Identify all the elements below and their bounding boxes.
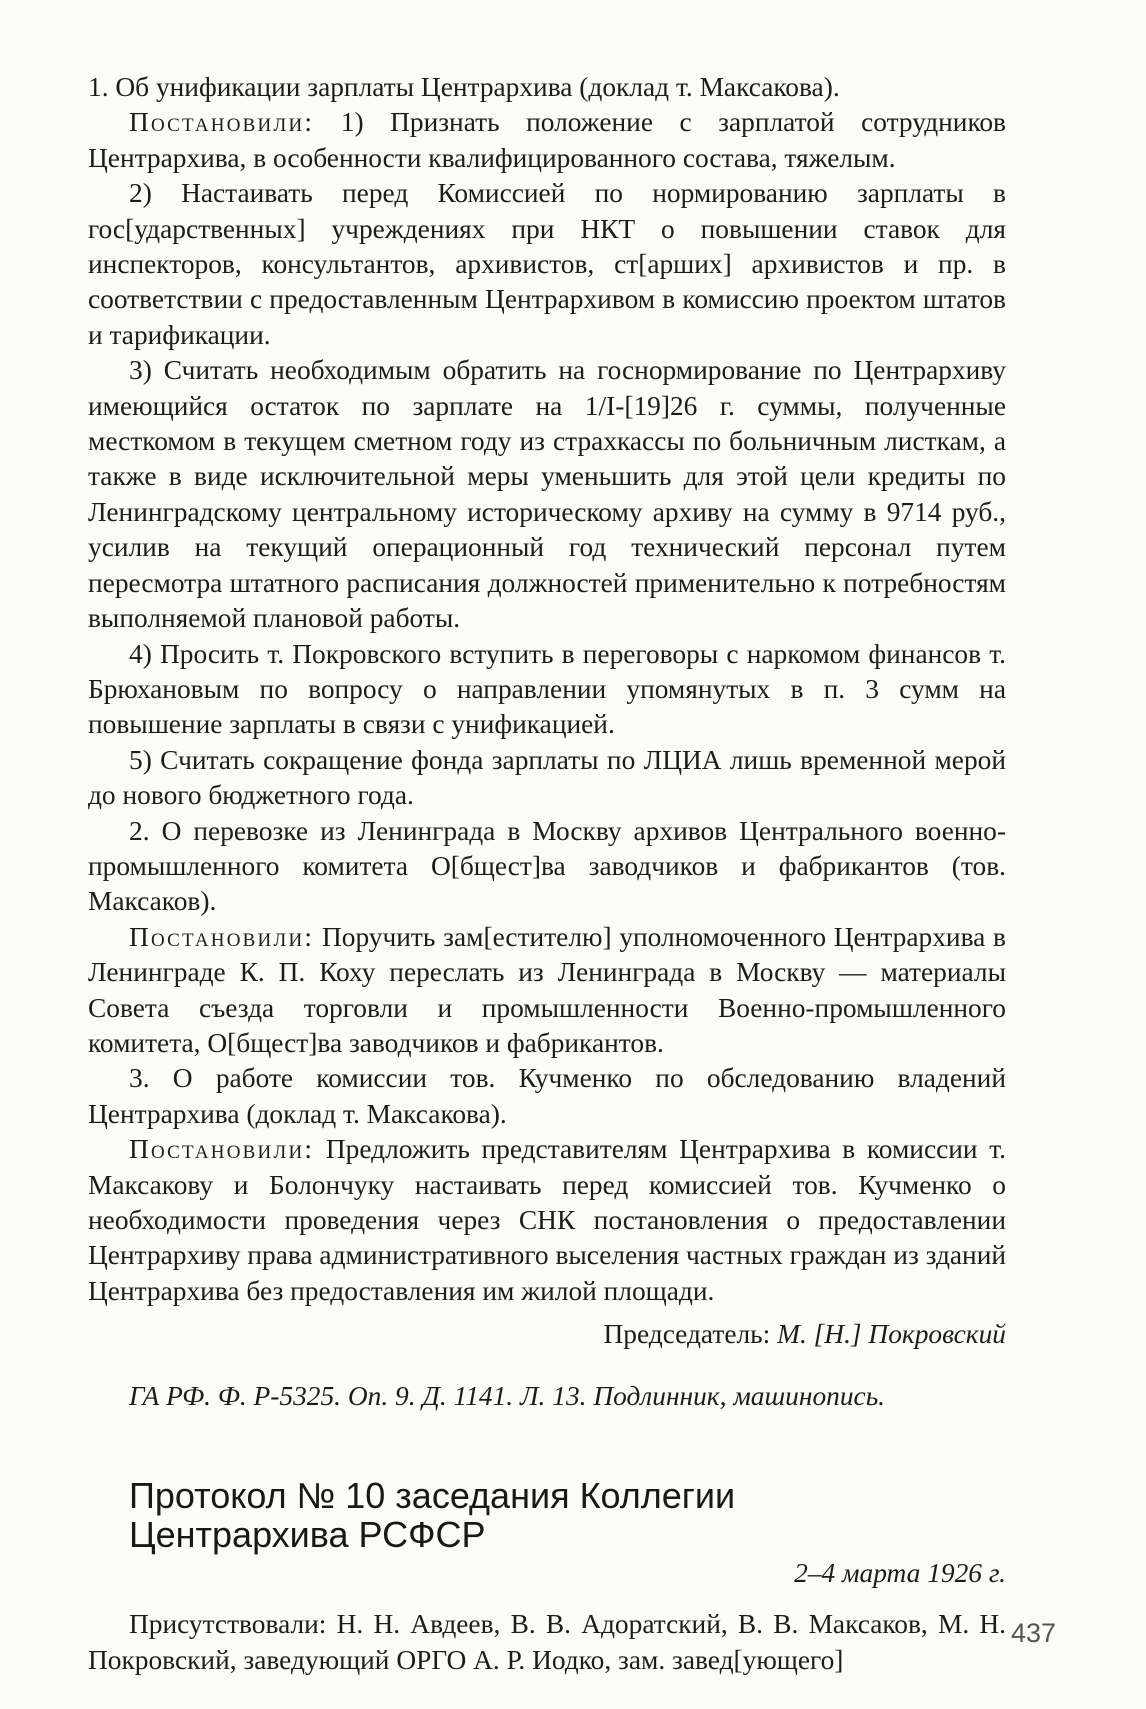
- item3-title: 3. О работе комиссии тов. Кучменко по обследованию владений Центрархива (доклад т. Максакова).: [88, 1063, 1006, 1129]
- item1-resolution-3: 3) Считать необходимым обратить на госнормирование по Центрархиву имеющийся остаток по зарплате на 1/I-[19]26 г. суммы, полученные месткомом в текущем сметном году из страхкассы по больничным листкам, а также в виде исключительной меры уменьшить для этой цели кредиты по Ленинградскому центральному историческому архиву на сумму в 9714 руб., усилив на текущий операционный год технический персонал путем пересмотра штатного расписания должностей применительно к потребностям выполняемой плановой работы.: [88, 355, 1006, 634]
- protocol-heading-line1: Протокол № 10 заседания Коллегии: [129, 1475, 736, 1517]
- resolved-label: Постановили:: [129, 921, 315, 952]
- signature-role: Председатель:: [603, 1319, 778, 1350]
- item1-title: 1. Об унификации зарплаты Центрархива (доклад т. Максакова).: [88, 72, 840, 102]
- item2-text: Поручить зам[естителю] уполномоченного Центрархива в Ленинграде К. П. Коху переслать из Ленинграда в Москву — материалы Совета съезда торговли и промышленности Военно-промышленного комитета, О[бщест]ва заводчиков и фабрикантов.: [88, 921, 1006, 1058]
- chairman-signature: [88, 1317, 1006, 1352]
- item2-title: 2. О перевозке из Ленинграда в Москву архивов Центрального военно-промышленного комитета О[бщест]ва заводчиков и фабрикантов (тов. Максаков).: [88, 815, 1006, 917]
- item1-p1-text: 1) Признать положение с зарплатой сотрудников Центрархива, в особенности квалифицированного состава, тяжелым.: [88, 107, 1006, 173]
- page-body: [88, 70, 1006, 1678]
- item2-resolution: [88, 920, 1006, 1062]
- protocol-date: 2–4 марта 1926 г.: [794, 1558, 1006, 1589]
- protocol-heading-line2: Центрархива РСФСР: [129, 1514, 486, 1556]
- item1-resolution-4: 4) Просить т. Покровского вступить в переговоры с наркомом финансов т. Брюхановым по вопросу о направлении упомянутых в п. 3 сумм на повышение зарплаты в связи с унификацией.: [88, 638, 1006, 740]
- protocol-heading: [129, 1476, 1006, 1554]
- resolved-label: Постановили:: [129, 1134, 315, 1165]
- item1-resolution-5: 5) Считать сокращение фонда зарплаты по ЛЦИА лишь временной мерой до нового бюджетного года.: [88, 744, 1006, 811]
- item1-resolution-2: 2) Настаивать перед Комиссией по нормированию зарплаты в гос[ударственных] учреждениях при НКТ о повышении ставок для инспекторов, консультантов, архивистов, ст[арших] архивистов и пр. в соответствии с предоставленным Центрархивом в комиссию проектом штатов и тарификации.: [88, 178, 1006, 350]
- signature-name: М. [Н.] Покровский: [777, 1319, 1006, 1350]
- item1-resolution-1: [88, 105, 1006, 176]
- item3-resolution: [88, 1132, 1006, 1309]
- attendees: Присутствовали: Н. Н. Авдеев, В. В. Адоратский, В. В. Максаков, М. Н. Покровский, заведующий ОРГО А. Р. Иодко, зам. завед[ующего]: [88, 1609, 1006, 1675]
- page-number: 437: [1010, 1618, 1056, 1648]
- resolved-label: Постановили:: [129, 107, 315, 138]
- archive-source: ГА РФ. Ф. Р-5325. Оп. 9. Д. 1141. Л. 13. Подлинник, машинопись.: [129, 1380, 886, 1411]
- item3-text: Предложить представителям Центрархива в комиссии т. Максакову и Болончуку настаивать перед комиссией тов. Кучменко о необходимости проведения через СНК постановления о предоставлении Центрархиву права административного выселения частных граждан из зданий Центрархива без предоставления им жилой площади.: [88, 1134, 1007, 1306]
